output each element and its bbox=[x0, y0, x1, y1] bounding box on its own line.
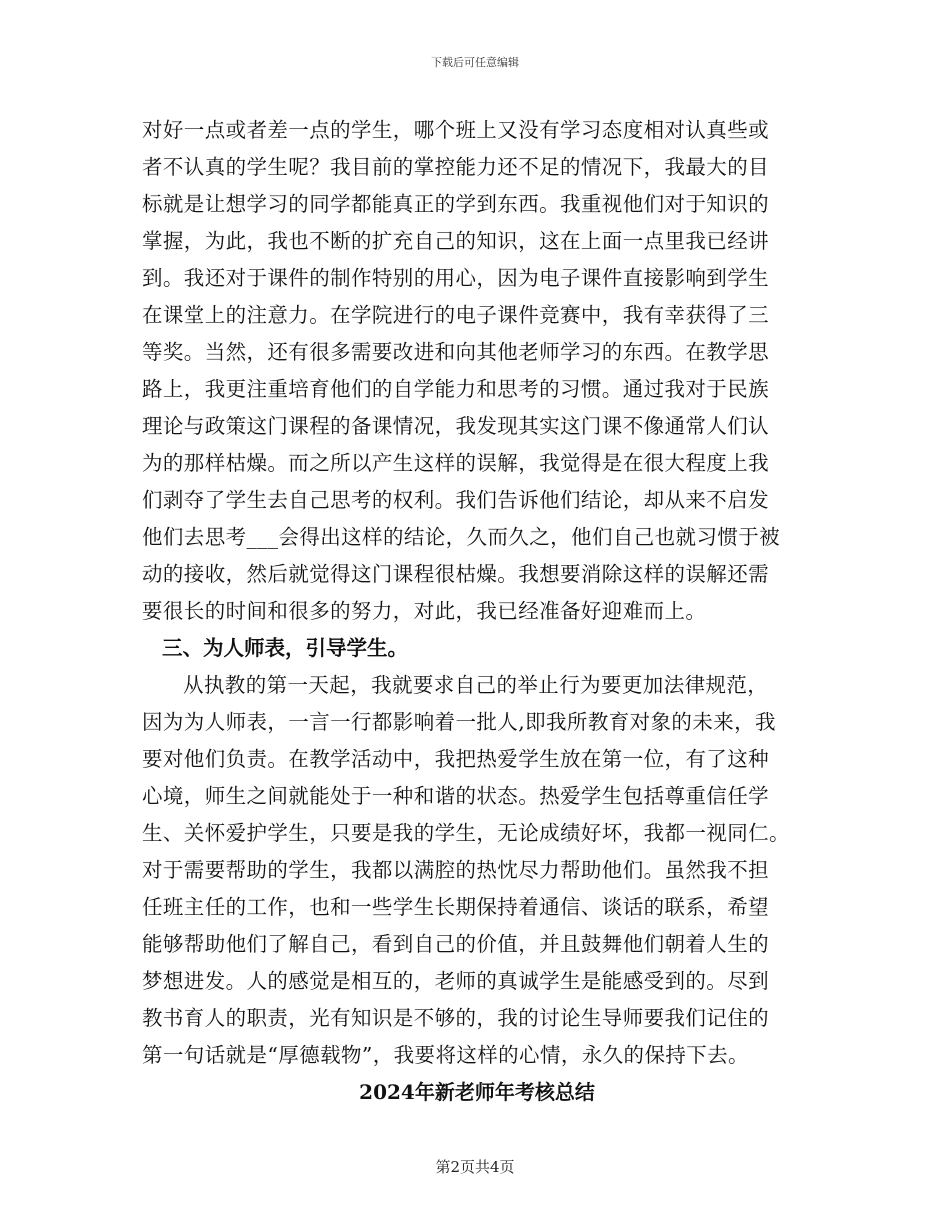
paragraph-line: 第一句话就是“厚德载物”，我要将这样的心情，永久的保持下去。 bbox=[142, 1043, 749, 1067]
paragraph-line: 教书育人的职责，光有知识是不够的，我的讨论生导师要我们记住的 bbox=[142, 1006, 769, 1030]
paragraph-line: 因为为人师表，一言一行都影响着一批人,即我所教育对象的未来，我 bbox=[142, 710, 776, 734]
paragraph-line: 到。我还对于课件的制作特别的用心，因为电子课件直接影响到学生 bbox=[142, 266, 769, 290]
paragraph-line: 在课堂上的注意力。在学院进行的电子课件竞赛中，我有幸获得了三 bbox=[142, 303, 769, 327]
paragraph-line: 动的接收，然后就觉得这门课程很枯燥。我想要消除这样的误解还需 bbox=[142, 562, 769, 586]
paragraph-line: 他们去思考___会得出这样的结论，久而久之，他们自己也就习惯于被 bbox=[142, 525, 781, 549]
page-number-footer: 第2页共4页 bbox=[435, 1158, 515, 1176]
paragraph-line: 标就是让想学习的同学都能真正的学到东西。我重视他们对于知识的 bbox=[142, 192, 769, 216]
paragraph-line: 要很长的时间和很多的努力，对此，我已经准备好迎难而上。 bbox=[142, 599, 707, 623]
paragraph-line: 任班主任的工作，也和一些学生长期保持着通信、谈话的联系，希望 bbox=[142, 895, 769, 919]
paragraph-line: 等奖。当然，还有很多需要改进和向其他老师学习的东西。在教学思 bbox=[142, 340, 769, 364]
paragraph-2 bbox=[142, 667, 812, 1074]
paragraph-line: 为的那样枯燥。而之所以产生这样的误解，我觉得是在很大程度上我 bbox=[142, 451, 769, 475]
paragraph-line: 掌握，为此，我也不断的扩充自己的知识，这在上面一点里我已经讲 bbox=[142, 229, 769, 253]
paragraph-line: 要对他们负责。在教学活动中，我把热爱学生放在第一位，有了这种 bbox=[142, 747, 769, 771]
paragraph-line: 梦想进发。人的感觉是相互的，老师的真诚学生是能感受到的。尽到 bbox=[142, 969, 769, 993]
paragraph-line: 理论与政策这门课程的备课情况，我发现其实这门课不像通常人们认 bbox=[142, 414, 769, 438]
paragraph-line: 对于需要帮助的学生，我都以满腔的热忱尽力帮助他们。虽然我不担 bbox=[142, 858, 769, 882]
paragraph-1 bbox=[142, 112, 812, 630]
page-header: 下载后可任意编辑 bbox=[431, 56, 519, 69]
paragraph-line: 心境，师生之间就能处于一种和谐的状态。热爱学生包括尊重信任学 bbox=[142, 784, 769, 808]
document-body bbox=[142, 112, 812, 1111]
paragraph-line: 者不认真的学生呢？我目前的掌控能力还不足的情况下，我最大的目 bbox=[142, 155, 769, 179]
section-heading: 三、为人师表，引导学生。 bbox=[162, 636, 408, 660]
paragraph-line: 从执教的第一天起，我就要求自己的举止行为要更加法律规范， bbox=[183, 673, 769, 697]
paragraph-line: 生、关怀爱护学生，只要是我的学生，无论成绩好坏，我都一视同仁。 bbox=[142, 821, 790, 845]
paragraph-line: 对好一点或者差一点的学生，哪个班上又没有学习态度相对认真些或 bbox=[142, 118, 769, 142]
paragraph-line: 能够帮助他们了解自己，看到自己的价值，并且鼓舞他们朝着人生的 bbox=[142, 932, 769, 956]
document-title: 2024年新老师年考核总结 bbox=[359, 1080, 595, 1104]
paragraph-line: 们剥夺了学生去自己思考的权利。我们告诉他们结论，却从来不启发 bbox=[142, 488, 769, 512]
paragraph-line: 路上，我更注重培育他们的自学能力和思考的习惯。通过我对于民族 bbox=[142, 377, 769, 401]
